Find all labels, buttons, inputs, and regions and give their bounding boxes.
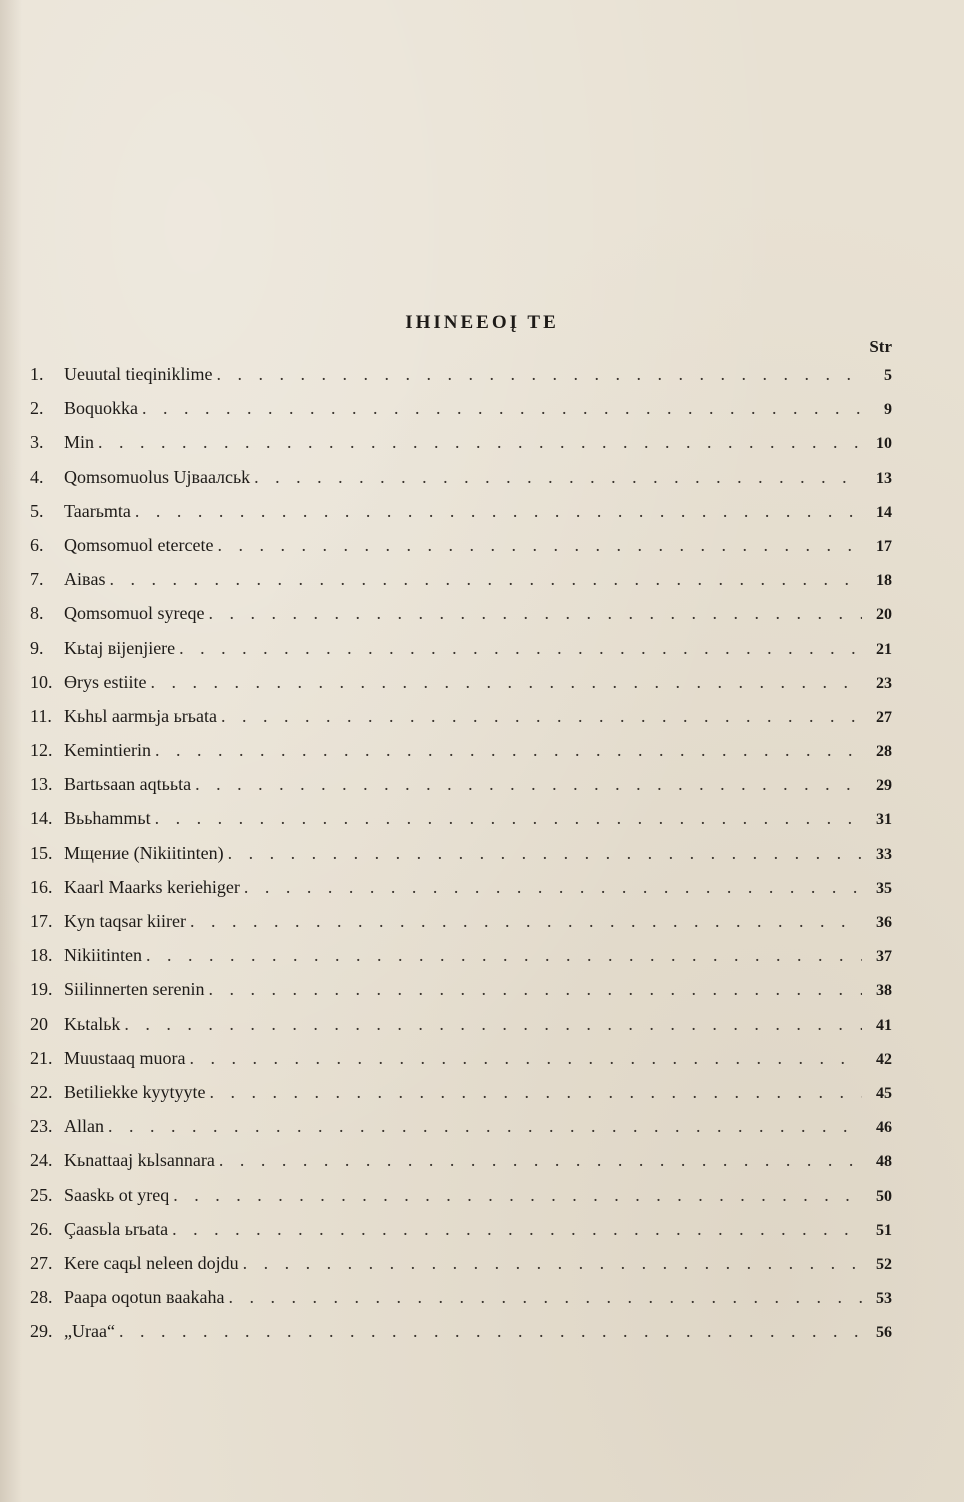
dot-leader — [243, 1253, 862, 1274]
toc-entry-title: Qomsomuol etercete — [64, 534, 214, 555]
dot-leader — [172, 1219, 862, 1240]
dot-leader — [254, 467, 862, 488]
toc-entry — [30, 1082, 892, 1116]
toc-entry — [30, 1185, 892, 1219]
dot-leader — [209, 1082, 862, 1103]
toc-entry-number: 2. — [30, 398, 44, 419]
toc-entry-number: 13. — [30, 774, 53, 795]
dot-leader — [124, 1014, 862, 1035]
toc-entry-page: 53 — [876, 1290, 892, 1308]
toc-entry-number: 5. — [30, 500, 44, 521]
toc-entry-title: Өrys estiite — [64, 671, 147, 692]
toc-entry-number: 16. — [30, 876, 53, 897]
toc-entry-title: Muustaaq muora — [64, 1047, 186, 1068]
toc-entry — [30, 1321, 892, 1355]
toc-entry-page: 5 — [884, 367, 892, 384]
toc-entry-page: 9 — [884, 401, 892, 419]
toc-entry-number: 24. — [30, 1150, 53, 1171]
dot-leader — [221, 706, 862, 727]
toc-entry — [30, 569, 892, 603]
toc-entry — [30, 1253, 892, 1287]
toc-entry — [30, 1219, 892, 1253]
toc-entry-number: 28. — [30, 1287, 53, 1308]
toc-entry-page: 13 — [876, 469, 892, 487]
toc-entry-title: „Uraa“ — [64, 1321, 115, 1342]
toc-entry — [30, 911, 892, 945]
toc-entry-title: Kaarl Maarks keriehiger — [64, 876, 240, 897]
toc-entry-page: 41 — [876, 1016, 892, 1034]
toc-entry — [30, 979, 892, 1013]
toc-entry-page: 52 — [876, 1255, 892, 1273]
toc-entry-number: 29. — [30, 1321, 53, 1342]
toc-entry-number: 3. — [30, 432, 44, 453]
toc-entry-title: Aiвas — [64, 569, 106, 590]
toc-entry-number: 21. — [30, 1047, 53, 1068]
toc-entry — [30, 603, 892, 637]
toc-entry-page: 29 — [876, 777, 892, 795]
toc-entry — [30, 398, 892, 432]
toc-entry — [30, 740, 892, 774]
dot-leader — [135, 501, 862, 522]
toc-entry — [30, 877, 892, 911]
toc-entry — [30, 501, 892, 535]
toc-entry-number: 10. — [30, 671, 53, 692]
toc-entry-number: 1. — [30, 364, 44, 384]
dot-leader — [155, 740, 862, 761]
dot-leader — [216, 364, 862, 385]
toc-entry-page: 31 — [876, 811, 892, 829]
dot-leader — [217, 535, 862, 556]
dot-leader — [179, 638, 862, 659]
toc-entry — [30, 706, 892, 740]
toc-entry-title: Kyn taqsar kiirer — [64, 911, 186, 931]
toc-entry-title: Kьnattaaj kьlsannara — [64, 1150, 215, 1171]
toc-entry-title: Kьhьl aarmьja ьrьata — [64, 705, 217, 726]
dot-leader — [142, 398, 862, 419]
toc-entry-number: 11. — [30, 705, 52, 726]
toc-entry-page: 42 — [876, 1050, 892, 1068]
toc-entry-number: 23. — [30, 1116, 53, 1137]
toc-entry-page: 28 — [876, 743, 892, 761]
toc-entry-page: 38 — [876, 982, 892, 1000]
toc-entry-title: Qomsomuolus Ujвaaлcьk — [64, 466, 251, 487]
toc-entry-page: 35 — [876, 879, 892, 897]
page-column-label: Str — [869, 337, 892, 356]
toc-entry — [30, 1287, 892, 1321]
dot-leader — [155, 808, 862, 829]
toc-entry-number: 9. — [30, 637, 44, 658]
toc-entry — [30, 672, 892, 706]
toc-entry-title: Siilinnerten serenin — [64, 979, 205, 1000]
dot-leader — [98, 432, 862, 453]
toc-entry — [30, 808, 892, 842]
toc-entry-number: 7. — [30, 569, 44, 590]
toc-entry-page: 56 — [876, 1324, 892, 1342]
dot-leader — [244, 877, 862, 898]
dot-leader — [108, 1116, 862, 1137]
toc-entry-title: Paapa oqotun вaakaha — [64, 1287, 225, 1308]
toc-entry — [30, 1014, 892, 1048]
dot-leader — [190, 911, 862, 932]
toc-entry-title: Bььhammьt — [64, 808, 151, 829]
toc-entry-title: Kere caqьl neleen dojdu — [64, 1252, 239, 1273]
spine-shadow — [0, 0, 22, 1502]
toc-entry-number: 27. — [30, 1252, 53, 1273]
toc-entry-title: Kьtalьk — [64, 1013, 121, 1034]
toc-entry-number: 8. — [30, 603, 44, 624]
toc-entry-number: 15. — [30, 842, 53, 863]
dot-leader — [208, 979, 862, 1000]
toc-entry-number: 20 — [30, 1013, 48, 1034]
dot-leader — [208, 603, 862, 624]
toc-entry — [30, 843, 892, 877]
toc-entry-title: Mщение (Nikiitinten) — [64, 842, 224, 863]
toc-entry — [30, 1048, 892, 1082]
toc-entry — [30, 638, 892, 672]
toc-entry-title: Ueuutal tieqiniklime — [64, 364, 213, 384]
toc-entry-number: 14. — [30, 808, 53, 829]
toc-entry-page: 46 — [876, 1119, 892, 1137]
dot-leader — [189, 1048, 862, 1069]
toc-entry-number: 6. — [30, 534, 44, 555]
toc-entry-page: 20 — [876, 606, 892, 624]
dot-leader — [110, 569, 863, 590]
toc-entry-number: 18. — [30, 945, 53, 966]
toc-entry-number: 26. — [30, 1218, 53, 1239]
toc-entry-page: 21 — [876, 640, 892, 658]
toc-entry-number: 17. — [30, 911, 53, 931]
toc-entry-page: 48 — [876, 1153, 892, 1171]
toc-entry — [30, 774, 892, 808]
toc-entry-page: 14 — [876, 503, 892, 521]
toc-entry-page: 23 — [876, 674, 892, 692]
toc-entry-title: Betiliekke kyytyyte — [64, 1081, 206, 1102]
toc-entry-number: 25. — [30, 1184, 53, 1205]
toc-entry-title: Kьtaj вijenjiere — [64, 637, 176, 658]
toc-entry-title: Nikiitinten — [64, 945, 142, 966]
toc-entry — [30, 364, 892, 398]
toc-entry-title: Çaasьla ьrьata — [64, 1218, 169, 1239]
toc-entry-title: Boquokka — [64, 398, 138, 419]
dot-leader — [146, 945, 862, 966]
toc-entry-title: Qomsomuol syreqe — [64, 603, 205, 624]
toc-entry-page: 27 — [876, 708, 892, 726]
dot-leader — [195, 774, 862, 795]
dot-leader — [228, 1287, 862, 1308]
toc-entry-page: 36 — [876, 914, 892, 931]
toc-entry-number: 19. — [30, 979, 53, 1000]
dot-leader — [119, 1321, 862, 1342]
toc-entry-title: Bartьsaan aqtььta — [64, 774, 192, 795]
toc-entry-page: 50 — [876, 1187, 892, 1205]
toc-entry — [30, 1116, 892, 1150]
dot-leader — [151, 672, 863, 693]
toc-entry-number: 12. — [30, 740, 53, 761]
toc-entry-title: Allan — [64, 1116, 104, 1137]
toc-entry-page: 45 — [876, 1084, 892, 1102]
toc-entry-title: Taarьmta — [64, 500, 131, 521]
toc-entry-number: 22. — [30, 1081, 53, 1102]
toc-entry — [30, 1150, 892, 1184]
dot-leader — [173, 1185, 862, 1206]
dot-leader — [219, 1150, 862, 1171]
toc-entry-title: Saaskь ot yreq — [64, 1184, 170, 1205]
toc-entry — [30, 535, 892, 569]
page-title: IHINEEOĮ TE — [405, 312, 559, 333]
toc-entry-number: 4. — [30, 466, 44, 487]
toc-entry — [30, 945, 892, 979]
toc-entry-title: Min — [64, 432, 95, 453]
toc-entry-page: 17 — [876, 537, 892, 555]
toc-entry — [30, 432, 892, 466]
dot-leader — [228, 843, 862, 864]
toc-entry-title: Kemintierin — [64, 740, 151, 761]
table-of-contents — [30, 364, 892, 1355]
toc-entry-page: 18 — [876, 572, 892, 590]
toc-entry-page: 10 — [876, 435, 892, 453]
toc-entry-page: 51 — [876, 1221, 892, 1239]
toc-entry-page: 33 — [876, 845, 892, 863]
toc-entry-page: 37 — [876, 948, 892, 966]
toc-entry — [30, 467, 892, 501]
